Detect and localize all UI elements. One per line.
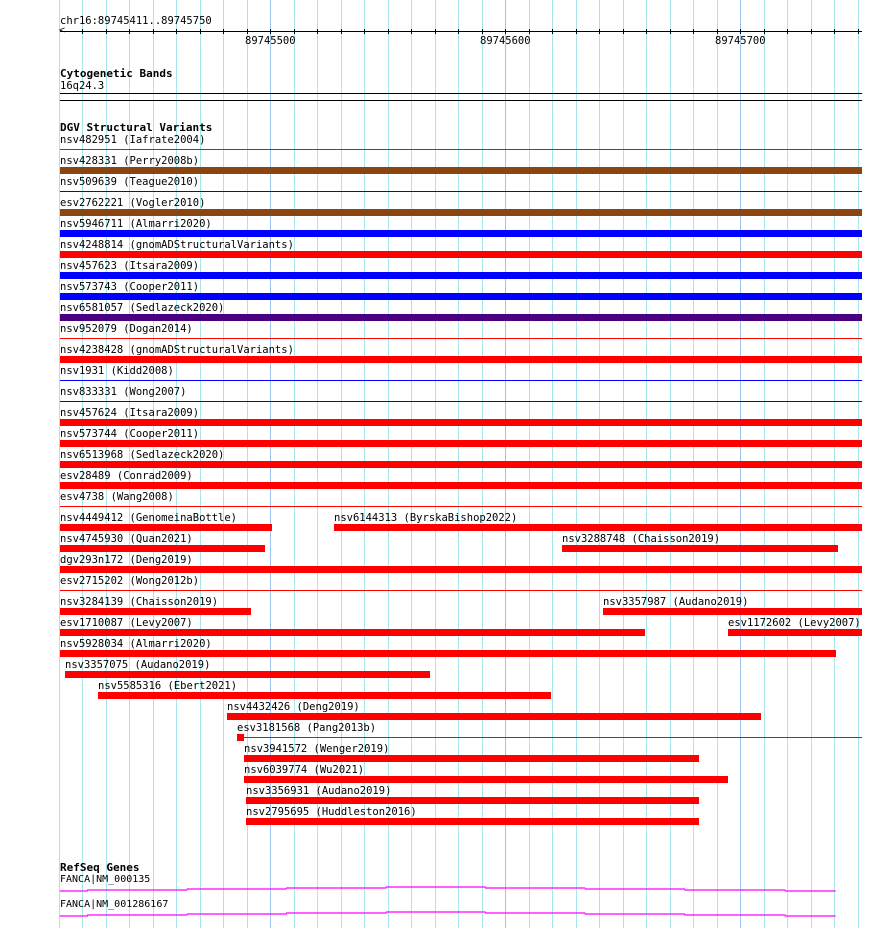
variant-label[interactable]: nsv4248814 (gnomADStructuralVariants) [60,239,294,251]
variant-label[interactable]: nsv6144313 (ByrskaBishop2022) [334,512,518,524]
variant-label[interactable]: nsv3941572 (Wenger2019) [244,743,390,755]
variant-label[interactable]: nsv2795695 (Huddleston2016) [246,806,417,818]
variant-label[interactable]: nsv4449412 (GenomeinaBottle) [60,512,238,524]
tick-label: 89745700 [715,35,766,47]
variant-label[interactable]: esv2762221 (Vogler2010) [60,197,206,209]
variant-label[interactable]: nsv1931 (Kidd2008) [60,365,174,377]
track-title: Cytogenetic Bands [60,67,173,80]
variant-label[interactable]: esv2715202 (Wong2012b) [60,575,200,587]
tick-label: 89745500 [245,35,296,47]
gene-line[interactable] [60,887,836,891]
variant-label[interactable]: nsv4745930 (Quan2021) [60,533,193,545]
variant-label[interactable]: esv3181568 (Pang2013b) [237,722,377,734]
gene-label[interactable]: FANCA|NM_000135 [60,874,151,885]
variant-label[interactable]: nsv5946711 (Almarri2020) [60,218,212,230]
variant-label[interactable]: esv28489 (Conrad2009) [60,470,193,482]
variant-label[interactable]: nsv4432426 (Deng2019) [227,701,360,713]
left-arrow-icon: < [59,25,66,36]
variant-label[interactable]: nsv573743 (Cooper2011) [60,281,200,293]
variant-label[interactable]: nsv428331 (Perry2008b) [60,155,200,167]
variant-label[interactable]: nsv6039774 (Wu2021) [244,764,365,776]
variant-label[interactable]: dgv293n172 (Deng2019) [60,554,193,566]
variant-label[interactable]: nsv3357075 (Audano2019) [65,659,211,671]
variant-label[interactable]: nsv3357987 (Audano2019) [603,596,749,608]
variant-label[interactable]: nsv3288748 (Chaisson2019) [562,533,721,545]
variant-label[interactable]: nsv952079 (Dogan2014) [60,323,193,335]
variant-label[interactable]: esv4738 (Wang2008) [60,491,174,503]
variant-label[interactable]: nsv509639 (Teague2010) [60,176,200,188]
variant-label[interactable]: nsv6513968 (Sedlazeck2020) [60,449,225,461]
band-label: 16q24.3 [60,80,105,92]
variant-label[interactable]: nsv573744 (Cooper2011) [60,428,200,440]
variant-label[interactable]: nsv5585316 (Ebert2021) [98,680,238,692]
location-label: chr16:89745411..89745750 [60,15,212,27]
variant-label[interactable]: nsv833331 (Wong2007) [60,386,187,398]
gene-line[interactable] [60,912,836,916]
variant-label[interactable]: nsv482951 (Iafrate2004) [60,134,206,146]
variant-label[interactable]: nsv4238428 (gnomADStructuralVariants) [60,344,294,356]
track-title: DGV Structural Variants [60,121,213,134]
gene-label[interactable]: FANCA|NM_001286167 [60,899,169,910]
variant-label[interactable]: nsv3356931 (Audano2019) [246,785,392,797]
variant-label[interactable]: nsv3284139 (Chaisson2019) [60,596,219,608]
variant-label[interactable]: nsv5928034 (Almarri2020) [60,638,212,650]
track-title: RefSeq Genes [60,861,140,874]
variant-label[interactable]: nsv457623 (Itsara2009) [60,260,200,272]
variant-label[interactable]: esv1710087 (Levy2007) [60,617,193,629]
tick-label: 89745600 [480,35,531,47]
variant-label[interactable]: nsv6581057 (Sedlazeck2020) [60,302,225,314]
variant-label[interactable]: esv1172602 (Levy2007) [728,617,861,629]
variant-label[interactable]: nsv457624 (Itsara2009) [60,407,200,419]
